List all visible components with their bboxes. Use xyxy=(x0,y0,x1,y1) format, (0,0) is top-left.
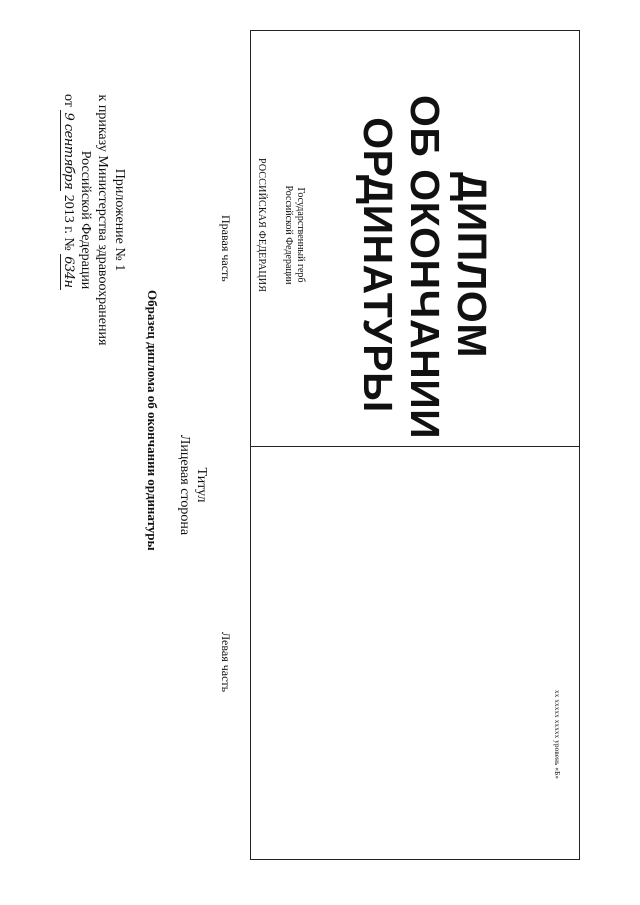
country-label: РОССИЙСКАЯ ФЕДЕРАЦИЯ xyxy=(256,158,267,293)
order-date-line xyxy=(60,70,77,370)
order-prefix: от xyxy=(61,94,76,107)
order-year: 2013 г. № xyxy=(61,194,76,251)
appendix-number: Приложение № 1 xyxy=(112,168,127,272)
section-title: Титул xyxy=(194,467,209,503)
order-number-handwritten: 634н xyxy=(61,256,76,288)
section-heading xyxy=(176,420,210,550)
side-title: Лицевая сторона xyxy=(177,434,192,536)
diploma-title xyxy=(354,95,495,440)
coat-of-arms-placeholder xyxy=(282,165,306,305)
right-part-label: Правая часть xyxy=(219,215,233,282)
order-ministry: к приказу Министерства здравоохранения xyxy=(95,94,110,346)
diploma-fold-divider xyxy=(250,446,580,447)
emblem-line-1: Государственный герб xyxy=(295,187,306,283)
diploma-title-line-3: ОРДИНАТУРЫ xyxy=(355,117,401,413)
order-header xyxy=(60,70,128,370)
document-title: Образец диплома об окончании ординатуры xyxy=(145,290,160,551)
emblem-line-2: Российской Федерации xyxy=(283,185,294,285)
order-date-handwritten: 9 сентября xyxy=(61,112,76,190)
diploma-series-code: хх ххххх ххххх уровень «Б» xyxy=(553,690,561,780)
left-part-label: Левая часть xyxy=(219,632,233,693)
diploma-title-line-2: ОБ ОКОНЧАНИИ xyxy=(402,95,448,440)
order-federation: Российской Федерации xyxy=(78,150,93,290)
diploma-title-line-1: ДИПЛОМ xyxy=(449,172,495,358)
